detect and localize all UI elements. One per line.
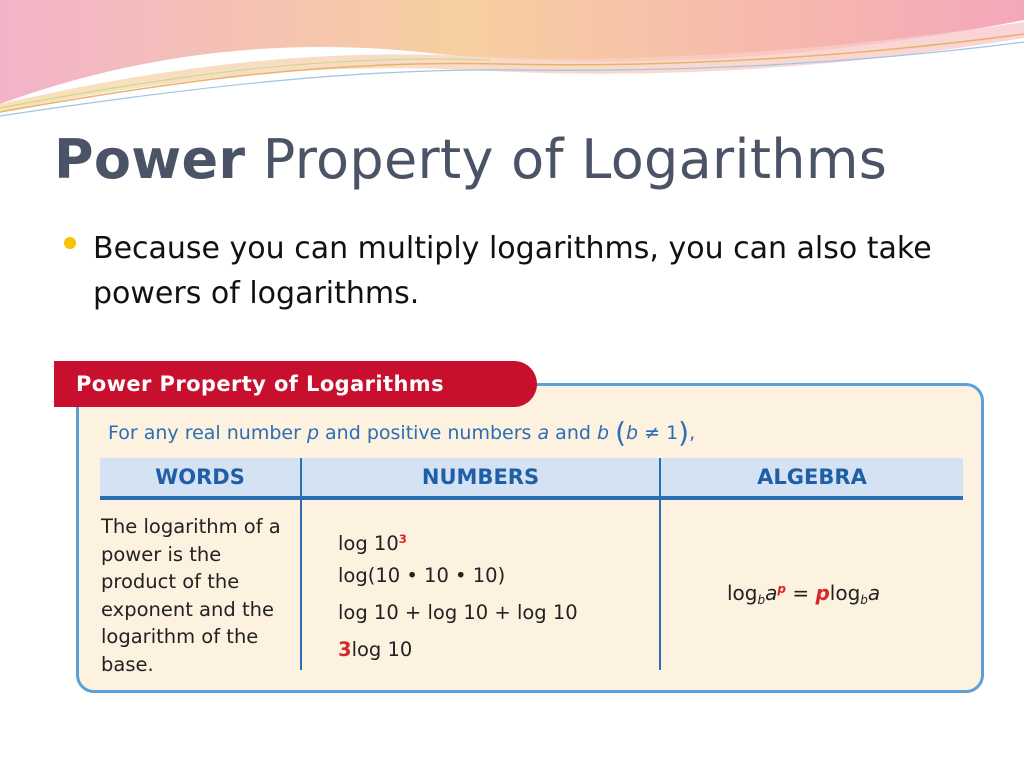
bullet-icon [64,237,76,249]
slide-title-rest: Property of Logarithms [262,128,888,191]
intro-text-5: ≠ 1 [638,422,679,444]
header-numbers: NUMBERS [421,465,540,489]
algebra-base-2: b [860,593,868,607]
words-cell: The logarithm of a power is the product of the exponent and the logarithm of the base. [101,515,281,676]
numbers-line-3: log 10 + log 10 + log 10 [338,601,578,624]
column-divider [300,458,302,670]
numbers-line-4 [338,638,412,662]
intro-text-1: For any real number [108,422,307,444]
intro-text-3: and [549,422,597,444]
column-divider [659,458,661,670]
card-intro [108,418,695,448]
numbers-line-1 [338,527,407,556]
table-header [100,458,963,500]
slide-title-bold: Power [54,128,246,191]
algebra-log-2: log [829,581,861,605]
numbers-line-4-coefficient: 3 [338,638,352,661]
header-words: WORDS [155,465,245,489]
algebra-equals: = [785,581,816,605]
algebra-base-1: b [757,593,766,607]
intro-var-b2: b [626,422,639,444]
intro-var-b: b [596,422,610,444]
numbers-line-1-exponent: 3 [398,532,407,546]
numbers-line-4-rest: log 10 [351,638,413,661]
intro-text-6: , [689,422,696,444]
algebra-exponent: p [777,582,786,596]
algebra-log-1: log [727,581,758,605]
intro-text-2: and positive numbers [319,422,538,444]
decorative-banner [0,0,1024,120]
algebra-cell [727,581,880,607]
algebra-arg-1: a [765,581,778,605]
bullet-text: Because you can multiply logarithms, you can also take powers of logarithms. [93,231,932,311]
intro-paren-open: ( [615,416,627,449]
intro-paren-close: ) [678,416,690,449]
algebra-arg-2: a [867,581,881,605]
numbers-line-1-base: log 10 [338,532,399,555]
numbers-line-2: log(10 • 10 • 10) [338,564,506,587]
slide-title [54,128,887,191]
card-tab-title: Power Property of Logarithms [54,361,537,407]
intro-var-p: p [306,422,319,444]
algebra-coefficient: p [815,581,830,605]
header-algebra: ALGEBRA [757,465,867,489]
intro-var-a: a [537,422,550,444]
